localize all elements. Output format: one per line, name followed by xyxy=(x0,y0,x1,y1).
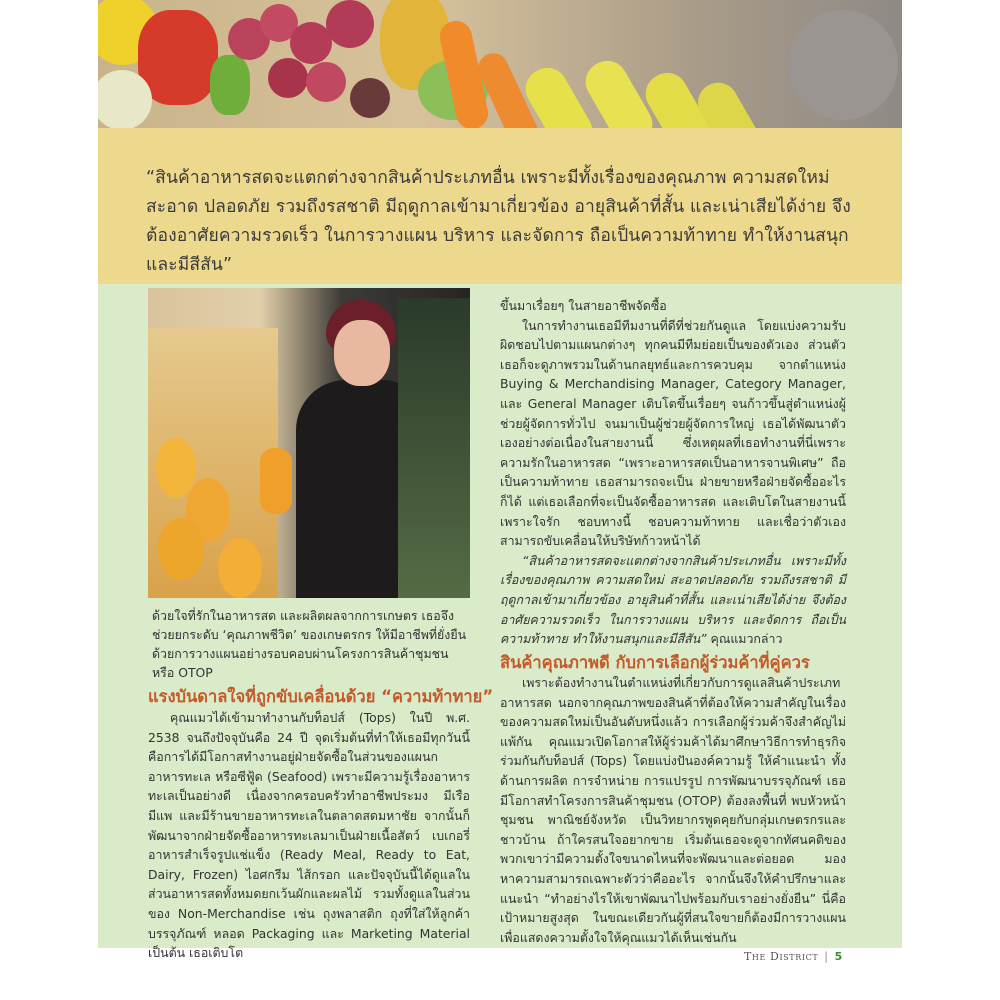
hero-photo-fruits xyxy=(98,0,902,128)
papaya xyxy=(158,518,204,580)
page-footer xyxy=(744,950,843,963)
paragraph: ในการทำงานเธอมีทีมงานที่ดีที่ช่วยกันดูแล โดยแบ่งความรับผิดชอบไปตามแผนกต่างๆ ทุกคนมีทีมย่อยเป็นของตัวเอง ส่วนตัวเธอก็จะดูภาพรวมในด้านกลยุทธ์และการควบคุม จากตำแหน่ง Buying & Merchandising Manager, Category Manager, และ General Manager เติบโตขึ้นเรื่อยๆ จนก้าวขึ้นสู่ตำแหน่งผู้ช่วยผู้จัดการทั่วไป จนมาเป็นผู้ช่วยผู้จัดการใหญ่ เธอได้พัฒนาตัวเองอย่างต่อเนื่องในสายงานนี้ ซึ่งเหตุผลที่เธอทำงานที่นี่เพราะความรักในอาหารสด “เพราะอาหารสดเป็นอาหารจานพิเศษ” ถือเป็นความท้าทาย เธอสามารถจะเป็น ฝ่ายขายหรือฝ่ายจัดซื้ออะไรก็ได้ แต่เธอเลือกที่จะเป็นจัดซื้ออาหารสด และเติบโตในสายงานนี้ เพราะใจรัก ชอบทางนี้ ชอบความท้าทาย และเชื่อว่าตัวเองสามารถขับเคลื่อนให้บริษัทก้าวหน้าได้ xyxy=(500,317,846,549)
portrait-photo xyxy=(148,288,470,598)
page-number: 5 xyxy=(834,950,843,963)
inline-quote: “สินค้าอาหารสดจะแตกต่างจากสินค้าประเภทอื่น เพราะมีทั้งเรื่องของคุณภาพ ความสดใหม่ สะอาดปลอดภัย รวมถึงรสชาติ มีฤดูกาลเข้ามาเกี่ยวข้อง อายุสินค้าที่สั้น และเน่าเสียได้ง่าย จึงต้องอาศัยความรวดเร็ว ในการวางแผน บริหาร และจัดการ ถือเป็นความท้าทาย ทำให้งานสนุกและมีสีสัน” xyxy=(500,552,846,647)
section-heading-inspiration: แรงบันดาลใจที่ถูกขับเคลื่อนด้วย “ความท้าทาย” xyxy=(148,687,494,706)
juice-bottle xyxy=(260,448,292,514)
papaya xyxy=(218,538,262,598)
quote-paragraph xyxy=(500,551,846,649)
pull-quote-box xyxy=(98,128,902,284)
article-column-right-lower xyxy=(500,673,846,947)
pull-quote: “สินค้าอาหารสดจะแตกต่างจากสินค้าประเภทอื่น เพราะมีทั้งเรื่องของคุณภาพ ความสดใหม่ สะอาด ปลอดภัย รวมถึงรสชาติ มีฤดูกาลเข้ามาเกี่ยวข้อง อายุสินค้าที่สั้น และเน่าเสียได้ง่าย จึงต้องอาศัยความรวดเร็ว ในการวางแผน บริหาร และจัดการ ถือเป็นความท้าทาย ทำให้งานสนุกและมีสีสัน” xyxy=(146,168,851,275)
paragraph: เพราะต้องทำงานในตำแหน่งที่เกี่ยวกับการดูแลสินค้าประเภทอาหารสด นอกจากคุณภาพของสินค้าที่ต้องให้ความสำคัญในเรื่องของความสดใหม่เป็นอันดับหนึ่งแล้ว การเลือกผู้ร่วมค้าจึงสำคัญไม่แพ้กัน คุณแมวเปิดโอกาสให้ผู้ร่วมค้าได้มาศึกษาวิธีการทำธุรกิจร่วมกันกับท็อปส์ (Tops) โดยแบ่งปันองค์ความรู้ ให้คำแนะนำ ทั้งด้านการผลิต การจำหน่าย การแปรรูป การพัฒนาบรรจุภัณฑ์ เธอมีโอกาสทำโครงการสินค้าชุมชน (OTOP) ต้องลงพื้นที่ พบหัวหน้าชุมชน พาณิชย์จังหวัด เป็นวิทยากรพูดคุยกับกลุ่มเกษตรกรและชาวบ้าน ถ้าใครสนใจอยากขาย เริ่มต้นเธอจะดูจากทัศนคติของพวกเขาว่ามีความตั้งใจขนาดไหนที่จะพัฒนาและต่อยอด มองหาความสามารถเฉพาะตัวว่าคืออะไร จากนั้นจึงให้คำปรึกษาและแนะนำ “ทำอย่างไรให้เขาพัฒนาไปพร้อมกับเราอย่างยั่งยืน” นี่คือเป้าหมายสูงสุด ในขณะเดียวกันผู้ที่สนใจขายก็ต้องมีการวางแผนเพื่อแสดงความตั้งใจให้คุณแมวได้เห็นเช่นกัน xyxy=(500,675,846,945)
paragraph: ขึ้นมาเรื่อยๆ ในสายอาชีพจัดซื้อ xyxy=(500,298,667,313)
article-column-left xyxy=(148,708,470,963)
article-column-right xyxy=(500,296,846,649)
photo-caption: ด้วยใจที่รักในอาหารสด และผลิตผลจากการเกษตร เธอจึงช่วยยกระดับ ‘คุณภาพชีวิต’ ของเกษตรกร ให้มีอาชีพที่ยั่งยืน ด้วยการวางแผนอย่างรอบคอบผ่านโครงการสินค้าชุมชน หรือ OTOP xyxy=(152,608,467,680)
face xyxy=(334,320,390,386)
section-heading-quality: สินค้าคุณภาพดี กับการเลือกผู้ร่วมค้าที่คู่ควร xyxy=(500,653,810,672)
magazine-name: The District xyxy=(744,950,819,963)
quote-attribution: คุณแมวกล่าว xyxy=(706,631,783,647)
footer-separator: | xyxy=(824,950,829,963)
paragraph: คุณแมวได้เข้ามาทำงานกับท็อปส์ (Tops) ในปี พ.ศ. 2538 จนถึงปัจจุบันคือ 24 ปี จุดเริ่มต้นที่ทำให้เธอมีทุกวันนี้ คือการได้มีโอกาสทำงานอยู่ฝ่ายจัดซื้อในส่วนของแผนกอาหารทะเล หรือซีฟู้ด (Seafood) เพราะมีความรู้เรื่องอาหารทะเลเป็นอย่างดี เนื่องจากครอบครัวทำอาชีพประมง มีเรือ มีแพ และมีร้านขายอาหารทะเลในตลาดสดมหาชัย จากนั้นก็พัฒนาจากฝ่ายจัดซื้ออาหารทะเลมาเป็นฝ่ายเนื้อสัตว์ เบเกอรี่ อาหารสำเร็จรูปแช่แข็ง (Ready Meal, Ready to Eat, Dairy, Frozen) ไอศกรีม ไส้กรอก และปัจจุบันนี้ได้ดูแลในส่วนอาหารสดทั้งหมดยกเว้นผักและผลไม้ รวมทั้งดูแลในส่วนของ Non-Merchandise เช่น ถุงพลาสติก ถุงที่ใส่ให้ลูกค้า บรรจุภัณฑ์ หลอด Packaging และ Marketing Material เป็นต้น เธอเติบโต xyxy=(148,710,470,961)
store-background xyxy=(398,298,470,598)
